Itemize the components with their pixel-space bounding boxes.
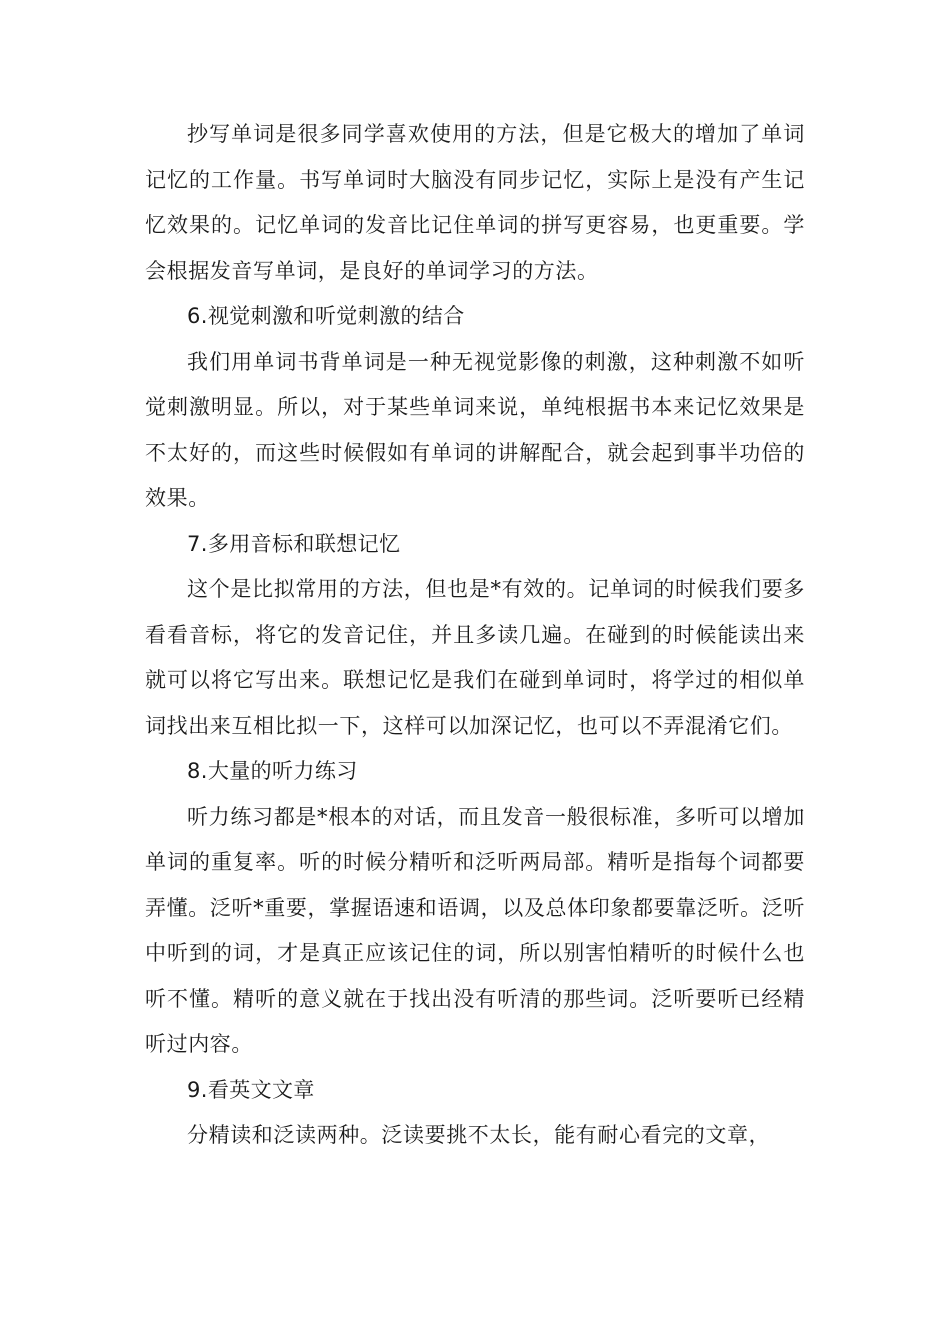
paragraph-reading-articles: 分精读和泛读两种。泛读要挑不太长，能有耐心看完的文章， bbox=[187, 1123, 771, 1147]
section-heading-9: 9.看英文文章 bbox=[187, 1077, 315, 1102]
paragraph-visual-audio: 我们用单词书背单词是一种无视觉影像的刺激，这种刺激不如听觉刺激明显。所以，对于某些单词来说，单纯根据书本来记忆效果是不太好的，而这些时候假如有单词的讲解配合，就会起到事半功倍的效果。 bbox=[145, 349, 805, 510]
section-heading-6: 6.视觉刺激和听觉刺激的结合 bbox=[187, 304, 465, 328]
document-page bbox=[145, 112, 805, 1159]
section-heading-7: 7.多用音标和联想记忆 bbox=[187, 531, 401, 556]
paragraph-phonetics-association: 这个是比拟常用的方法，但也是*有效的。记单词的时候我们要多看看音标，将它的发音记住，并且多读几遍。在碰到的时候能读出来就可以将它写出来。联想记忆是我们在碰到单词时，将学过的相似单词找出来互相比拟一下，这样可以加深记忆，也可以不弄混淆它们。 bbox=[145, 577, 805, 738]
section-heading-8: 8.大量的听力练习 bbox=[187, 759, 358, 783]
paragraph-copying-words: 抄写单词是很多同学喜欢使用的方法，但是它极大的增加了单词记忆的工作量。书写单词时大脑没有同步记忆，实际上是没有产生记忆效果的。记忆单词的发音比记住单词的拼写更容易，也更重要。学会根据发音写单词，是良好的单词学习的方法。 bbox=[145, 122, 805, 283]
paragraph-listening-practice: 听力练习都是*根本的对话，而且发音一般很标准，多听可以增加单词的重复率。听的时候分精听和泛听两局部。精听是指每个词都要弄懂。泛听*重要，掌握语速和语调，以及总体印象都要靠泛听。泛听中听到的词，才是真正应该记住的词，所以别害怕精听的时候什么也听不懂。精听的意义就在于找出没有听清的那些词。泛听要听已经精听过内容。 bbox=[145, 804, 805, 1056]
